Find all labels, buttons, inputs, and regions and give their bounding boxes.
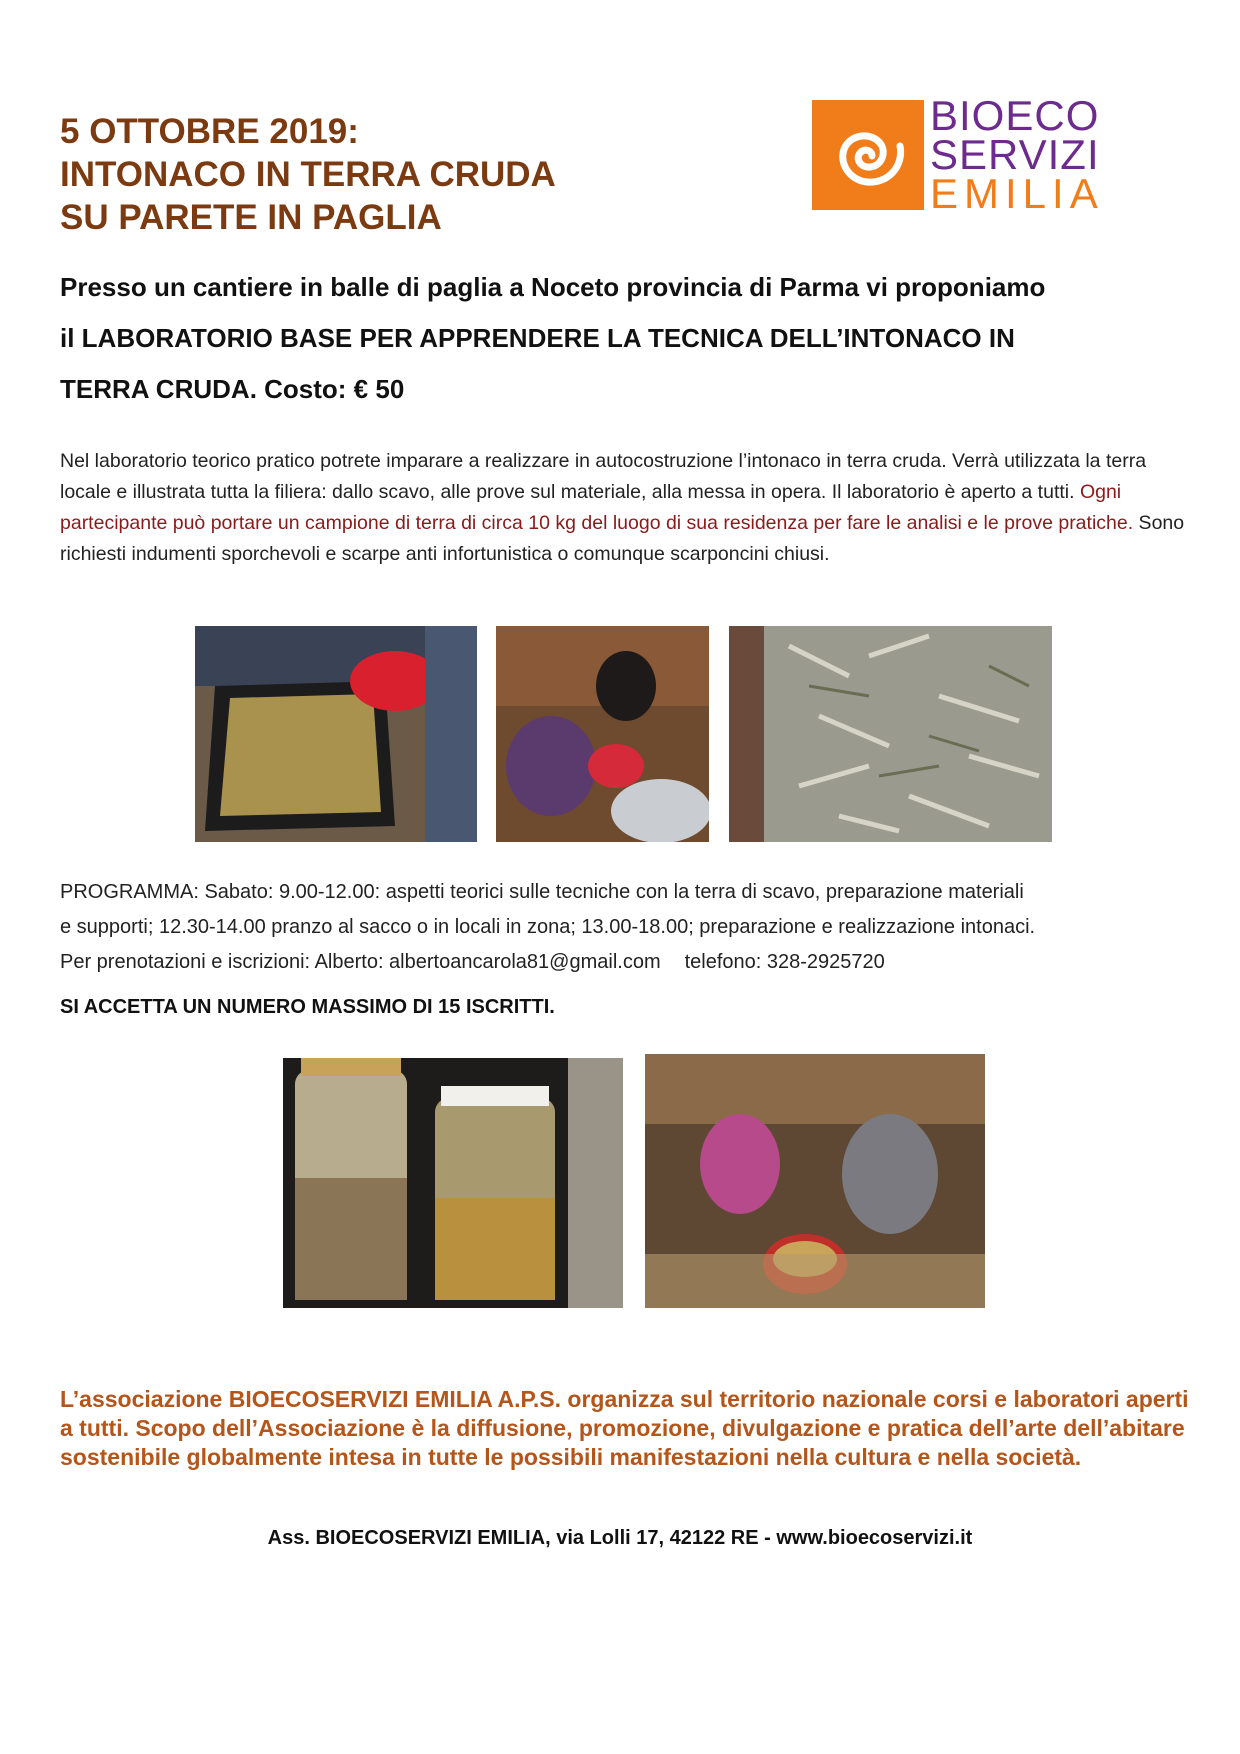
photo-women-working bbox=[496, 626, 709, 842]
page-title bbox=[60, 110, 556, 239]
photo-mixing-earth bbox=[195, 626, 477, 842]
program-line-2: e supporti; 12.30-14.00 pranzo al sacco o in locali in zona; 13.00-18.00; preparazione e realizzazione intonaci. bbox=[60, 916, 1036, 938]
program-section bbox=[60, 875, 1200, 980]
lead-line-2: il LABORATORIO BASE PER APPRENDERE LA TECNICA DELL’INTONACO IN bbox=[60, 323, 1015, 353]
booking-line bbox=[60, 945, 1200, 980]
lead-line-3: TERRA CRUDA. Costo: € 50 bbox=[60, 374, 405, 404]
title-line-2: INTONACO IN TERRA CRUDA bbox=[60, 155, 556, 194]
logo-spiral-mark bbox=[812, 100, 924, 210]
description-paragraph bbox=[60, 446, 1195, 570]
lead-announcement bbox=[60, 262, 1190, 415]
photo-preparing-straw bbox=[645, 1054, 985, 1308]
logo-line-3: EMILIA bbox=[930, 170, 1104, 217]
spiral-icon bbox=[812, 100, 924, 210]
logo-wordmark bbox=[930, 92, 1104, 217]
booking-contact: Per prenotazioni e iscrizioni: Alberto: albertoancarola81@gmail.com bbox=[60, 951, 661, 973]
title-line-3: SU PARETE IN PAGLIA bbox=[60, 198, 442, 237]
footer-address: Ass. BIOECOSERVIZI EMILIA, via Lolli 17, 42122 RE - www.bioecoservizi.it bbox=[267, 1527, 973, 1549]
description-part-1: Nel laboratorio teorico pratico potrete imparare a realizzare in autocostruzione l’intonaco in terra cruda. Verrà utilizzata la terra locale e illustrata tutta la filiera: dallo scavo, alle prove sul materiale, alla messa in opera. Il laboratorio è aperto a tutti. bbox=[60, 450, 1147, 503]
photo-soil-jars bbox=[283, 1058, 623, 1308]
max-participants-notice: SI ACCETTA UN NUMERO MASSIMO DI 15 ISCRITTI. bbox=[60, 996, 555, 1018]
title-line-1: 5 OTTOBRE 2019: bbox=[60, 112, 359, 151]
lead-line-1: Presso un cantiere in balle di paglia a Noceto provincia di Parma vi proponiamo bbox=[60, 272, 1046, 302]
photo-straw-wall bbox=[729, 626, 1052, 842]
bioecoservizi-logo bbox=[812, 92, 1124, 217]
description-part-2: Sono richiesti indumenti sporchevoli e scarpe anti infortunistica o comunque scarponcini chiusi. bbox=[60, 512, 1185, 565]
logo-line-1: BIOECO bbox=[930, 92, 1100, 139]
description-highlight: Ogni partecipante può portare un campione di terra di circa 10 kg del luogo di sua residenza per fare le analisi e le prove pratiche. bbox=[60, 481, 1134, 534]
program-line-1: PROGRAMMA: Sabato: 9.00-12.00: aspetti teorici sulle tecniche con la terra di scavo, preparazione materiali bbox=[60, 881, 1024, 903]
booking-phone: telefono: 328-2925720 bbox=[684, 951, 885, 973]
logo-line-2: SERVIZI bbox=[930, 131, 1100, 178]
association-statement: L’associazione BIOECOSERVIZI EMILIA A.P.S. organizza sul territorio nazionale corsi e laboratori aperti a tutti. Scopo dell’Associazione è la diffusione, promozione, divulgazione e pratica dell’arte dell’abitare sostenibile globalmente intesa in tutte le possibili manifestazioni nella cultura e nella società. bbox=[60, 1386, 1189, 1470]
